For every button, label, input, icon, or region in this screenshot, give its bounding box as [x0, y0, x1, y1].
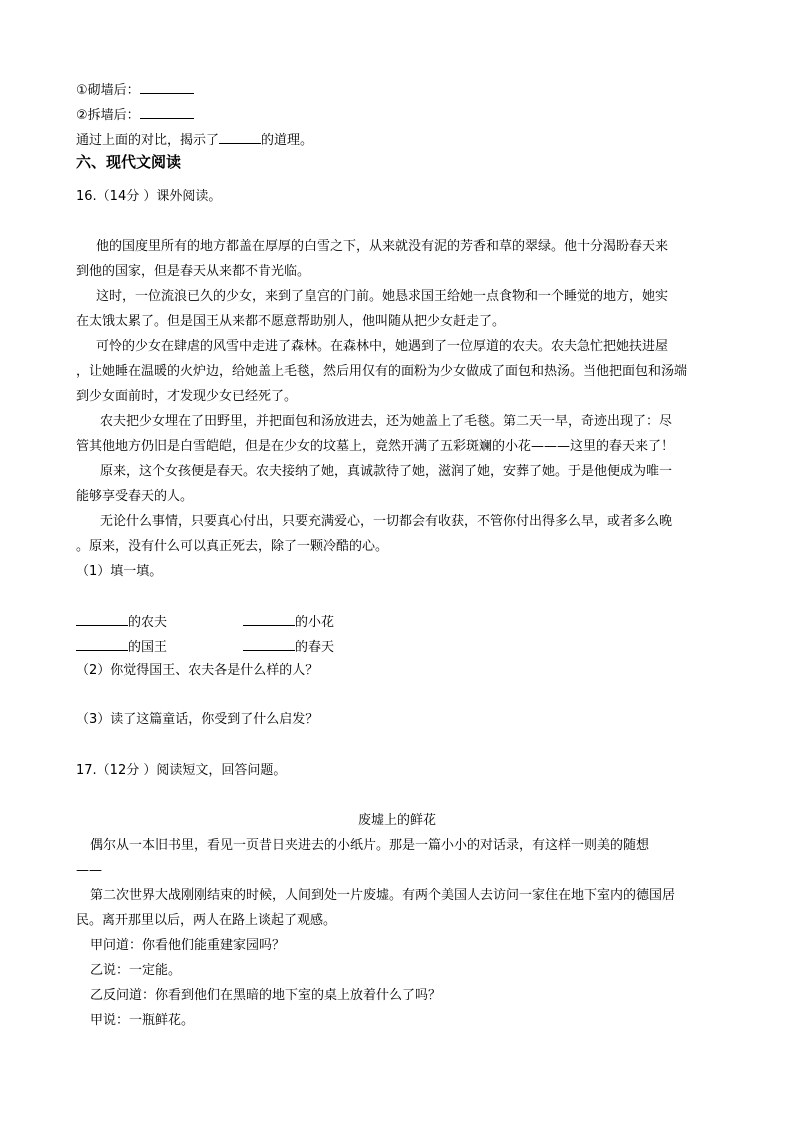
- sub-question-1: （1）填一填。: [76, 564, 163, 579]
- article-line: 偶尔从一本旧书里，看见一页昔日夹进去的小纸片。那是一篇小小的对话录，有这样一则美的随想: [90, 838, 650, 853]
- passage-line: ，让她睡在温暖的火炉边，给她盖上毛毯，然后用仅有的面粉为少女做成了面包和热汤。当他把面包和汤端: [76, 364, 688, 379]
- answer-blank[interactable]: [140, 106, 194, 119]
- section-title: 六、现代文阅读: [76, 153, 182, 171]
- article-title: 废墟上的鲜花: [357, 813, 436, 828]
- fill-item-text: 的春天: [295, 640, 335, 655]
- answer-blank[interactable]: [243, 638, 295, 651]
- fill-item: [76, 638, 167, 656]
- summary-line: [76, 131, 313, 149]
- sub-question-3: （3）读了这篇童话，你受到了什么启发？: [76, 712, 319, 727]
- answer-blank[interactable]: [219, 131, 261, 144]
- sub-question-2: （2）你觉得国王、农夫各是什么样的人？: [76, 663, 319, 678]
- answer-blank[interactable]: [76, 613, 128, 626]
- article-line: 甲问道：你看他们能重建家园吗？: [90, 938, 286, 953]
- fill-item: [243, 613, 334, 631]
- article-line: 甲说：一瓶鲜花。: [90, 1013, 195, 1028]
- passage-line: 他的国度里所有的地方都盖在厚厚的白雪之下，从来就没有泥的芳香和草的翠绿。他十分渴盼春天来: [96, 239, 669, 254]
- fill-item-text: 的国王: [128, 640, 168, 655]
- question-header: 17.（12分 ）阅读短文，回答问题。: [76, 763, 287, 778]
- summary-text: 通过上面的对比，揭示了: [76, 133, 220, 148]
- answer-blank[interactable]: [140, 81, 194, 94]
- passage-line: 能够享受春天的人。: [76, 489, 194, 504]
- article-line: 乙反问道：你看到他们在黑暗的地下室的桌上放着什么了吗？: [90, 988, 442, 1003]
- answer-blank[interactable]: [76, 638, 128, 651]
- passage-line: 可怜的少女在肆虐的风雪中走进了森林。在森林中，她遇到了一位厚道的农夫。农夫急忙把她扶进屋: [96, 339, 669, 354]
- article-line: 民。离开那里以后，两人在路上谈起了观感。: [76, 913, 337, 928]
- question-header: 16.（14分 ）课外阅读。: [76, 189, 222, 204]
- question-label: ②拆墙后：: [76, 108, 140, 123]
- fill-item-text: 的小花: [295, 615, 335, 630]
- passage-line: 到他的国家，但是春天从来都不肯光临。: [76, 264, 311, 279]
- passage-line: 农夫把少女埋在了田野里，并把面包和汤放进去，还为她盖上了毛毯。第二天一早，奇迹出现了：尽: [100, 414, 673, 429]
- passage-line: 这时，一位流浪已久的少女，来到了皇宫的门前。她恳求国王给她一点食物和一个睡觉的地方，她实: [96, 289, 669, 304]
- question-line-build-wall: [76, 81, 194, 99]
- answer-blank[interactable]: [243, 613, 295, 626]
- fill-item-text: 的农夫: [128, 615, 168, 630]
- summary-text: 的道理。: [261, 133, 314, 148]
- article-line: ——: [76, 863, 102, 878]
- fill-item: [243, 638, 334, 656]
- passage-line: 原来，这个女孩便是春天。农夫接纳了她，真诚款待了她，滋润了她，安葬了她。于是他便成为唯一: [100, 464, 673, 479]
- fill-item: [76, 613, 167, 631]
- passage-line: 在太饿太累了。但是国王从来都不愿意帮助别人，他叫随从把少女赶走了。: [76, 314, 506, 329]
- article-line: 乙说：一定能。: [90, 963, 182, 978]
- question-line-remove-wall: [76, 106, 194, 124]
- passage-line: 无论什么事情，只要真心付出，只要充满爱心，一切都会有收获，不管你付出得多么早，或者多么晚: [100, 514, 673, 529]
- passage-line: 。原来，没有什么可以真正死去，除了一颗冷酷的心。: [76, 539, 389, 554]
- question-label: ①砌墙后：: [76, 83, 140, 98]
- article-line: 第二次世界大战刚刚结束的时候，人间到处一片废墟。有两个美国人去访问一家住在地下室内的德国居: [90, 888, 676, 903]
- passage-line: 管其他地方仍旧是白雪皑皑，但是在少女的坟墓上，竟然开满了五彩斑斓的小花———这里的春天来了！: [76, 439, 675, 454]
- passage-line: 到少女面前时，才发现少女已经死了。: [76, 389, 298, 404]
